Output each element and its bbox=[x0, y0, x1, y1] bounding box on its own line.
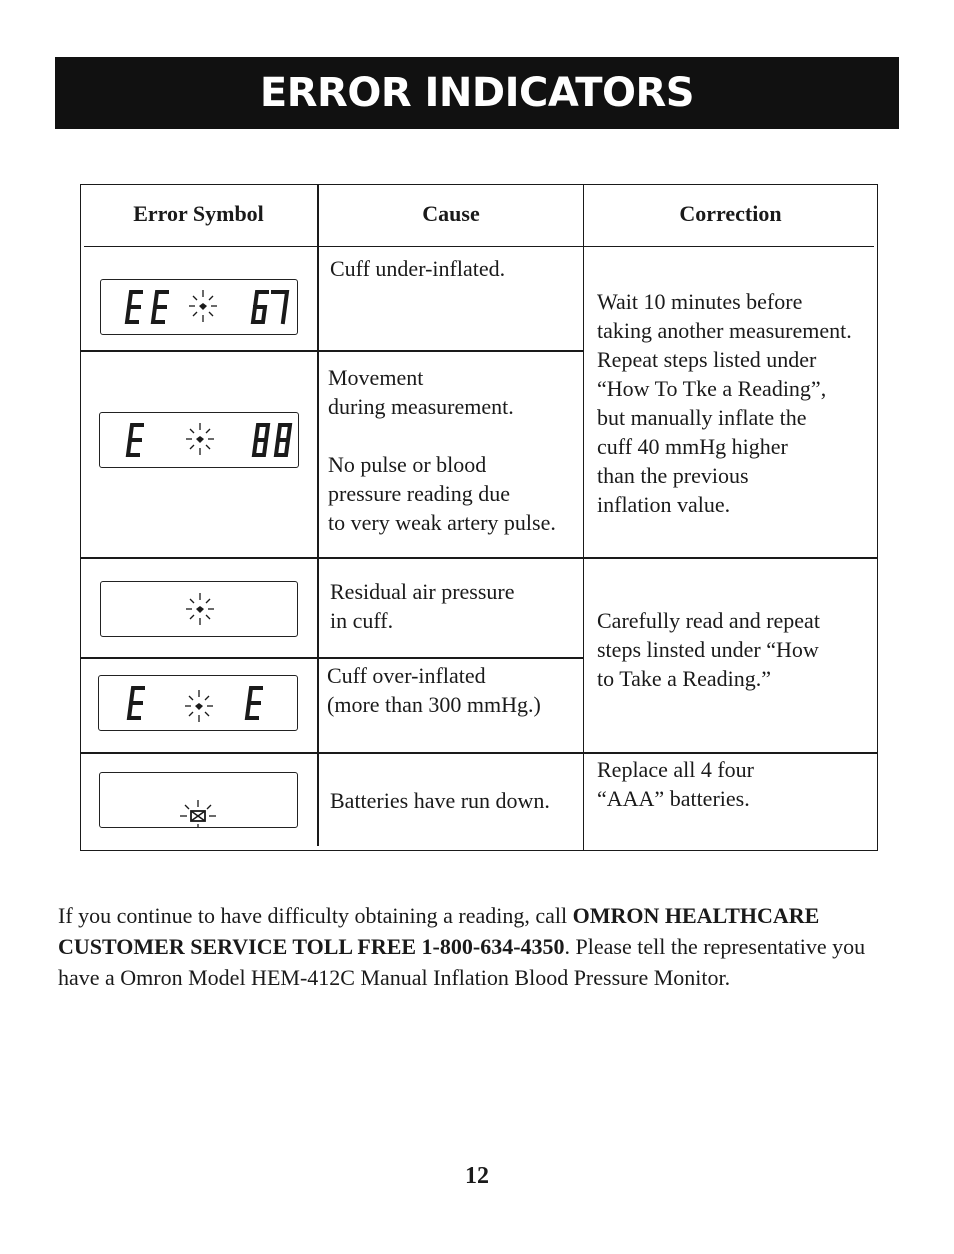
lcd-e-88-graphic bbox=[100, 413, 298, 467]
correction-2-line-1: Carefully read and repeat bbox=[597, 608, 820, 633]
cause-batteries-run-down: Batteries have run down. bbox=[330, 788, 550, 813]
header-cause: Cause bbox=[422, 201, 480, 226]
correction-1-line-4: “How To Tke a Reading”, bbox=[597, 376, 827, 401]
row-separator-4 bbox=[80, 752, 877, 754]
cause-cuff-under-inflated: Cuff under-inflated. bbox=[330, 256, 506, 281]
col-separator-2 bbox=[583, 184, 584, 851]
header-correction: Correction bbox=[679, 201, 782, 226]
lcd-display-heart-only bbox=[100, 581, 298, 637]
lcd-battery-graphic bbox=[100, 773, 297, 827]
heart-blink-icon bbox=[185, 690, 213, 722]
cause-residual-air-line-2: in cuff. bbox=[330, 608, 394, 633]
battery-low-icon bbox=[180, 800, 216, 827]
table-border-left bbox=[80, 184, 81, 851]
heart-blink-icon bbox=[186, 423, 214, 455]
cause-no-pulse-line-3: to very weak artery pulse. bbox=[328, 510, 556, 535]
correction-1-line-2: taking another measurement. bbox=[597, 318, 852, 343]
correction-3-line-1: Replace all 4 four bbox=[597, 757, 754, 782]
note-text-end: . Please tell the representative you have a Omron Model HEM-412C Manual Inflation Blood Pressure Monitor. bbox=[58, 934, 866, 990]
correction-1-line-5: but manually inflate the bbox=[597, 405, 807, 430]
lcd-ee-67-graphic bbox=[101, 280, 297, 334]
lcd-display-ee-67 bbox=[100, 279, 298, 335]
lcd-display-e-e bbox=[98, 675, 298, 731]
cause-no-pulse-line-2: pressure reading due bbox=[328, 481, 511, 506]
lcd-display-e-88 bbox=[99, 412, 299, 468]
correction-2-line-3: to Take a Reading.” bbox=[597, 666, 771, 691]
table-border-right bbox=[877, 184, 878, 851]
correction-3-line-2: “AAA” batteries. bbox=[597, 786, 750, 811]
cause-over-inflated-line-2: (more than 300 mmHg.) bbox=[327, 692, 541, 717]
heart-blink-icon bbox=[189, 290, 217, 322]
correction-2-line-2: steps linsted under “How bbox=[597, 637, 819, 662]
correction-1-line-1: Wait 10 minutes before bbox=[597, 289, 803, 314]
row-separator-2 bbox=[80, 557, 877, 559]
col-separator-1 bbox=[317, 184, 319, 846]
note-text-start: If you continue to have difficulty obtaining a reading, call bbox=[58, 903, 573, 928]
table-border-top bbox=[80, 184, 878, 185]
header-error-symbol: Error Symbol bbox=[133, 201, 264, 226]
lcd-e-e-graphic bbox=[99, 676, 297, 730]
cause-residual-air-line-1: Residual air pressure bbox=[330, 579, 515, 604]
table-border-bottom bbox=[80, 850, 878, 851]
page-title: ERROR INDICATORS bbox=[259, 70, 695, 116]
correction-1-line-3: Repeat steps listed under bbox=[597, 347, 817, 372]
correction-1-line-8: inflation value. bbox=[597, 492, 731, 517]
header-underline bbox=[84, 246, 874, 247]
title-banner bbox=[55, 57, 899, 129]
row-separator-3 bbox=[80, 657, 583, 659]
cause-movement-line-2: during measurement. bbox=[328, 394, 514, 419]
cause-no-pulse-line-1: No pulse or blood bbox=[328, 452, 487, 477]
row-separator-1 bbox=[80, 350, 583, 352]
correction-1-line-7: than the previous bbox=[597, 463, 749, 488]
lcd-heart-only-graphic bbox=[101, 582, 297, 636]
customer-service-note bbox=[58, 900, 898, 993]
page-number: 12 bbox=[465, 1163, 489, 1189]
cause-movement-line-1: Movement bbox=[328, 365, 424, 390]
heart-blink-icon bbox=[186, 593, 214, 625]
correction-1-line-6: cuff 40 mmHg higher bbox=[597, 434, 788, 459]
cause-over-inflated-line-1: Cuff over-inflated bbox=[327, 663, 486, 688]
lcd-display-battery bbox=[99, 772, 298, 828]
customer-service-phone: OMRON HEALTHCARE CUSTOMER SERVICE TOLL FREE 1-800-634-4350 bbox=[58, 903, 820, 959]
